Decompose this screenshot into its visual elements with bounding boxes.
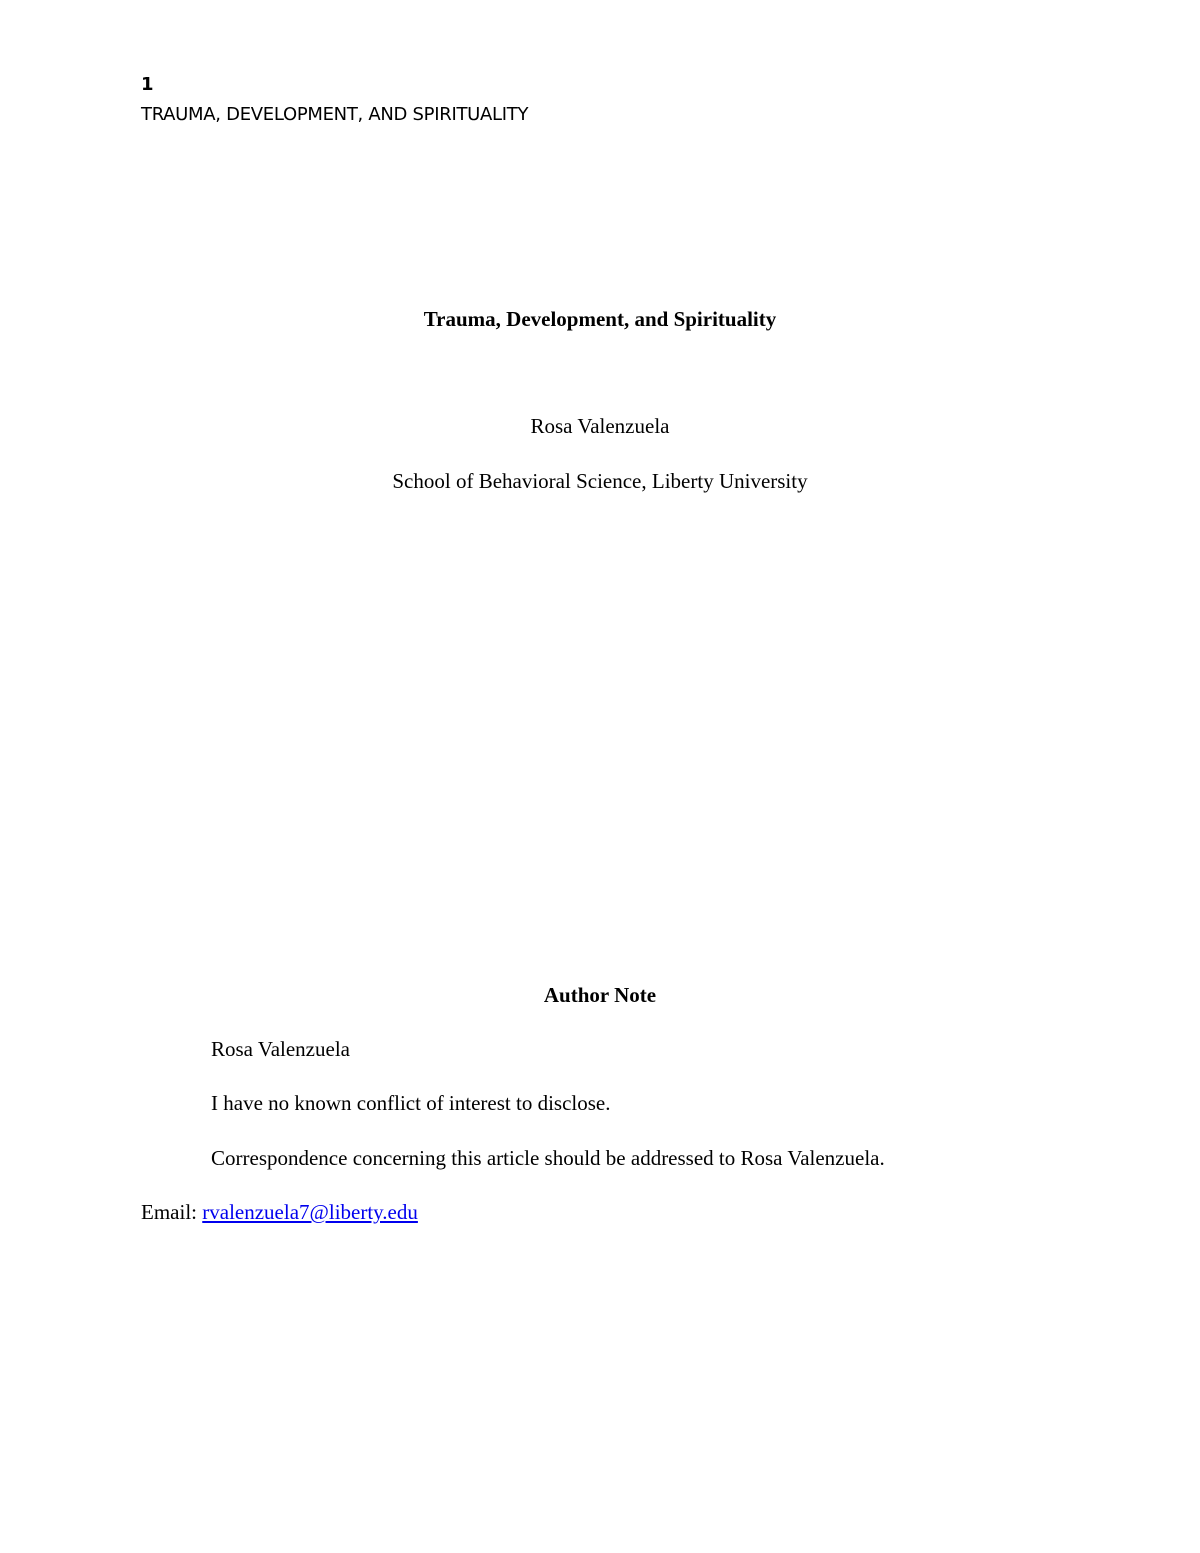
email-label: Email:: [141, 1200, 203, 1224]
email-line: [141, 1199, 418, 1225]
running-head: TRAUMA, DEVELOPMENT, AND SPIRITUALITY: [141, 104, 529, 125]
conflict-of-interest-statement: I have no known conflict of interest to disclose.: [211, 1091, 611, 1115]
email-link[interactable]: rvalenzuela7@liberty.edu: [202, 1200, 418, 1224]
author-affiliation: School of Behavioral Science, Liberty University: [392, 469, 808, 493]
page-number: 1: [141, 74, 154, 95]
author-note-name: Rosa Valenzuela: [211, 1037, 350, 1061]
correspondence-statement: Correspondence concerning this article should be addressed to Rosa Valenzuela.: [211, 1146, 885, 1170]
paper-title: Trauma, Development, and Spirituality: [423, 307, 777, 331]
author-name: Rosa Valenzuela: [530, 414, 670, 438]
author-note-heading: Author Note: [543, 983, 657, 1007]
